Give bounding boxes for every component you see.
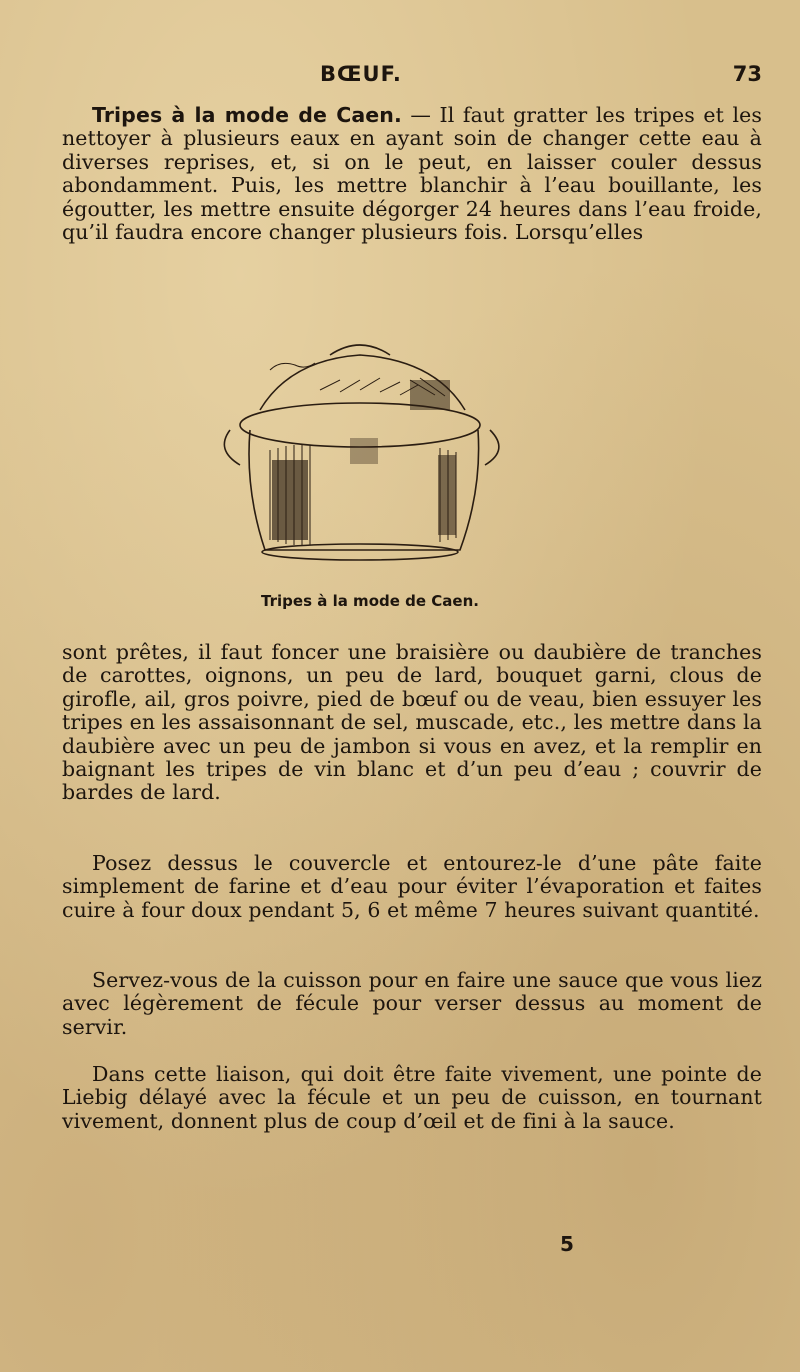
body-paragraph-3: Servez-vous de la cuisson pour en faire une sauce que vous liez avec légèrement de fécule pour verser dessus au moment de servir.: [62, 968, 762, 1039]
body-paragraph-2: Posez dessus le couvercle et entourez-le d’une pâte faite simplement de farine et d’eau pour éviter l’évaporation et faites cuire à four doux pendant 5, 6 et même 7 heures suivant quantité.: [62, 851, 762, 922]
intro-paragraph: [62, 104, 762, 244]
running-head: BŒUF.: [320, 62, 402, 86]
recipe-title: Tripes à la mode de Caen.: [92, 103, 402, 127]
page-number: 73: [732, 62, 762, 86]
body-paragraph-1: sont prêtes, il faut foncer une braisière ou daubière de tranches de carottes, oignons, un peu de lard, bouquet garni, clous de girofle, ail, gros poivre, pied de bœuf ou de veau, bien essuyer les tripes en les assaisonnant de sel, muscade, etc., les mettre dans la daubière avec un peu de jambon si vous en avez, et la remplir en baignant les tripes de vin blanc et d’un peu d’eau ; couvrir de bardes de lard.: [62, 640, 762, 805]
figure-caption: Tripes à la mode de Caen.: [261, 592, 479, 610]
page-header: [62, 56, 762, 92]
body-paragraph-4: Dans cette liaison, qui doit être faite vivement, une pointe de Liebig délayé avec la fécule et un peu de cuisson, en tournant vivement, donnent plus de coup d’œil et de fini à la sauce.: [62, 1062, 762, 1133]
tripes-dish-engraving: [210, 330, 530, 590]
signature-mark: 5: [560, 1232, 574, 1256]
intro-text: — Il faut gratter les tripes et les nettoyer à plusieurs eaux en ayant soin de changer cette eau à diverses reprises, et, si on le peut, en laisser couler dessus abondamment. Puis, les mettre blanchir à l’eau bouillante, les égoutter, les mettre ensuite dégorger 24 heures dans l’eau froide, qu’il faudra encore changer plusieurs fois. Lorsqu’elles: [62, 103, 763, 245]
tripes-illustration: [210, 330, 530, 590]
